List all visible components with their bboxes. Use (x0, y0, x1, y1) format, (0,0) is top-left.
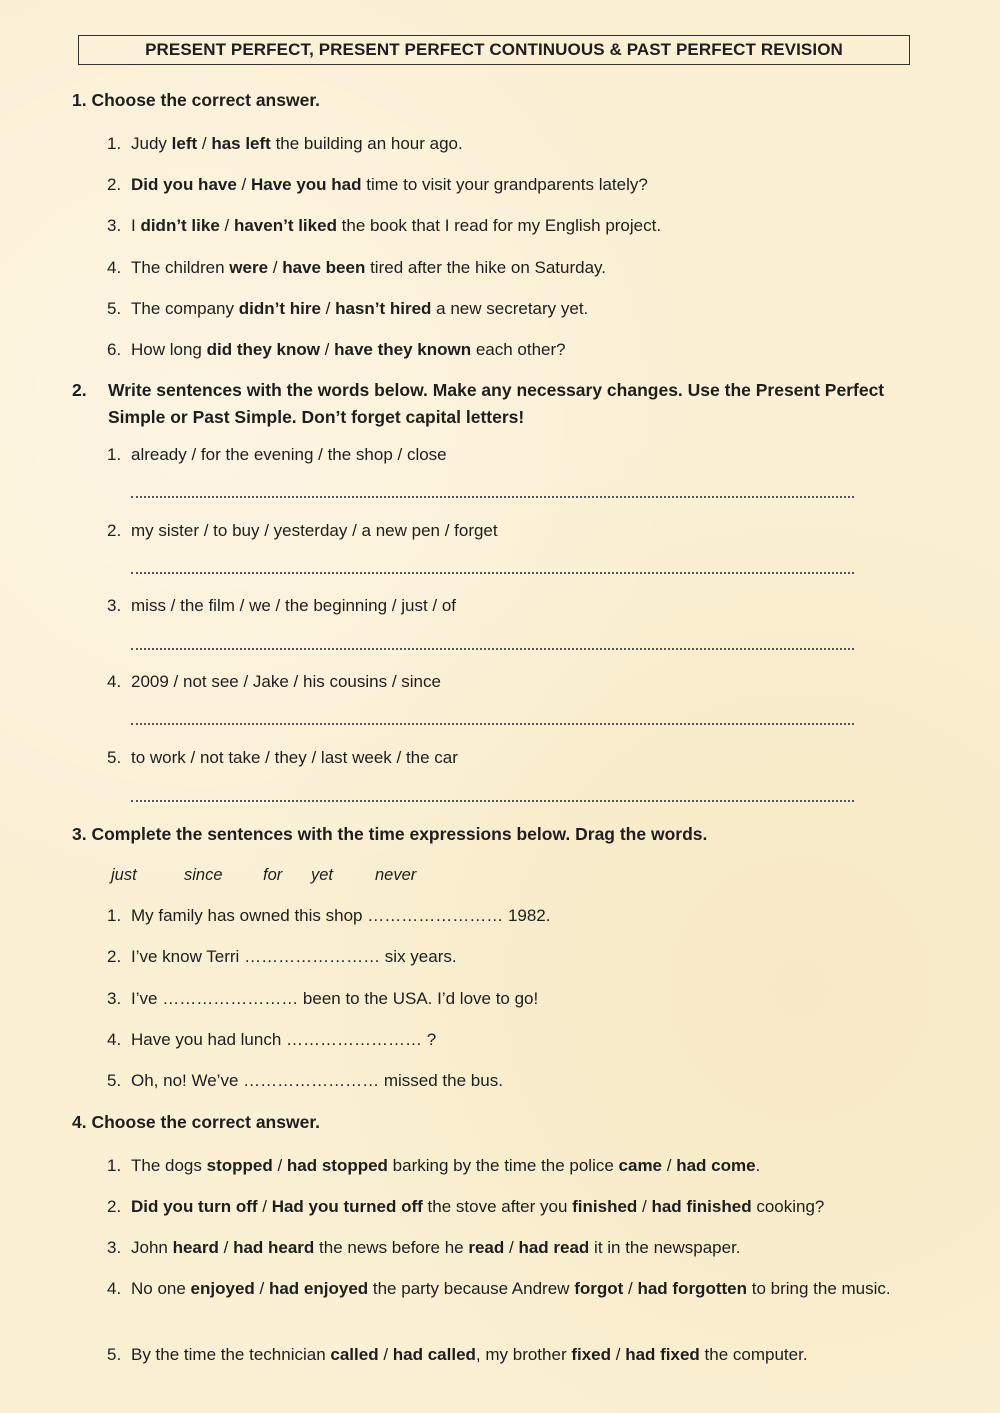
section-4-number: 4. (72, 1112, 87, 1132)
item-number: 5. (107, 748, 122, 767)
option-a[interactable]: Did you have (131, 175, 237, 194)
s1-item-4: 4. The children were / have been tired after the hike on Saturday. (107, 256, 907, 280)
word-prompt: already / for the evening / the shop / close (131, 445, 447, 464)
item-number: 3. (107, 216, 122, 235)
s2-item-5 (107, 746, 907, 770)
option-a[interactable]: enjoyed (190, 1279, 255, 1298)
section-1-text: Choose the correct answer. (91, 90, 321, 110)
option-d[interactable]: had fixed (625, 1345, 700, 1364)
item-number: 1. (107, 134, 122, 153)
s1-item-2: 2. Did you have / Have you had time to visit your grandparents lately? (107, 173, 907, 197)
s3-item-5: 5. Oh, no! We’ve …………………… missed the bus. (107, 1069, 907, 1093)
s4-item-4: 4. No one enjoyed / had enjoyed the party because Andrew forgot / had forgotten to bring the music. (107, 1277, 907, 1301)
section-2-number: 2. (72, 380, 87, 400)
answer-line-2[interactable] (131, 570, 854, 574)
item-number: 5. (107, 1071, 122, 1090)
option-d[interactable]: had finished (651, 1197, 752, 1216)
s2-item-2 (107, 519, 907, 543)
item-number: 3. (107, 596, 122, 615)
option-a[interactable]: Did you turn off (131, 1197, 258, 1216)
option-a[interactable]: called (330, 1345, 379, 1364)
s4-item-3: 3. John heard / had heard the news before he read / had read it in the newspaper. (107, 1236, 907, 1260)
worksheet-title: PRESENT PERFECT, PRESENT PERFECT CONTINUOUS & PAST PERFECT REVISION (78, 35, 910, 65)
option-b[interactable]: Had you turned off (271, 1197, 423, 1216)
option-b[interactable]: has left (211, 134, 271, 153)
drop-blank[interactable]: …………………… (244, 947, 381, 966)
s2-item-3 (107, 594, 907, 618)
item-number: 4. (107, 1030, 122, 1049)
s4-item-2: 2. Did you turn off / Had you turned off the stove after you finished / had finished cooking? (107, 1195, 907, 1219)
option-c[interactable]: fixed (571, 1345, 612, 1364)
option-a[interactable]: didn’t hire (238, 299, 321, 318)
word-never[interactable]: never (375, 866, 417, 884)
option-a[interactable]: did they know (206, 340, 320, 359)
s3-item-1: 1. My family has owned this shop …………………… 1982. (107, 904, 907, 928)
s3-item-4: 4. Have you had lunch …………………… ? (107, 1028, 907, 1052)
option-b[interactable]: had enjoyed (268, 1279, 369, 1298)
s3-item-2: 2. I’ve know Terri …………………… six years. (107, 945, 907, 969)
s2-item-1 (107, 443, 907, 467)
drop-blank[interactable]: …………………… (243, 1071, 380, 1090)
item-number: 4. (107, 672, 122, 691)
option-a[interactable]: stopped (206, 1156, 273, 1175)
answer-line-4[interactable] (131, 721, 854, 725)
section-3-heading (72, 824, 707, 845)
answer-line-3[interactable] (131, 646, 854, 650)
item-number: 4. (107, 258, 122, 277)
option-b[interactable]: had heard (233, 1238, 315, 1257)
option-d[interactable]: had forgotten (637, 1279, 747, 1298)
s1-item-1: 1. Judy left / has left the building an hour ago. (107, 132, 907, 156)
option-a[interactable]: heard (172, 1238, 219, 1257)
item-number: 1. (107, 445, 122, 464)
option-c[interactable]: forgot (574, 1279, 624, 1298)
word-prompt: to work / not take / they / last week / the car (131, 748, 458, 767)
option-d[interactable]: had come (676, 1156, 756, 1175)
section-1-heading (72, 90, 320, 111)
word-for[interactable]: for (263, 866, 283, 884)
item-number: 5. (107, 1345, 122, 1364)
option-b[interactable]: had called (392, 1345, 476, 1364)
item-number: 3. (107, 1238, 122, 1257)
answer-line-1[interactable] (131, 494, 854, 498)
section-1-number: 1. (72, 90, 87, 110)
drop-blank[interactable]: …………………… (286, 1030, 422, 1049)
item-number: 6. (107, 340, 122, 359)
item-number: 2. (107, 947, 122, 966)
section-2-heading (72, 377, 917, 431)
word-since[interactable]: since (184, 866, 223, 884)
word-prompt: my sister / to buy / yesterday / a new pen / forget (131, 521, 498, 540)
item-number: 2. (107, 521, 122, 540)
item-number: 1. (107, 1156, 122, 1175)
item-number: 4. (107, 1279, 122, 1298)
option-a[interactable]: didn’t like (140, 216, 220, 235)
drop-blank[interactable]: …………………… (367, 906, 504, 925)
option-c[interactable]: came (618, 1156, 663, 1175)
word-yet[interactable]: yet (311, 866, 334, 884)
option-d[interactable]: had read (518, 1238, 590, 1257)
s1-item-5: 5. The company didn’t hire / hasn’t hired a new secretary yet. (107, 297, 907, 321)
option-b[interactable]: haven’t liked (233, 216, 337, 235)
option-b[interactable]: had stopped (286, 1156, 388, 1175)
s1-item-6: 6. How long did they know / have they known each other? (107, 338, 907, 362)
section-3-text: Complete the sentences with the time expressions below. Drag the words. (91, 824, 708, 844)
section-4-heading (72, 1112, 320, 1133)
option-b[interactable]: hasn’t hired (335, 299, 432, 318)
option-c[interactable]: finished (572, 1197, 638, 1216)
option-b[interactable]: Have you had (250, 175, 362, 194)
option-c[interactable]: read (468, 1238, 505, 1257)
s4-item-5: 5. By the time the technician called / had called, my brother fixed / had fixed the computer. (107, 1343, 907, 1367)
word-prompt: 2009 / not see / Jake / his cousins / since (131, 672, 441, 691)
option-b[interactable]: have they known (334, 340, 472, 359)
section-3-number: 3. (72, 824, 87, 844)
s3-item-3: 3. I’ve …………………… been to the USA. I’d love to go! (107, 987, 907, 1011)
option-b[interactable]: have been (282, 258, 366, 277)
item-number: 1. (107, 906, 122, 925)
section-4-text: Choose the correct answer. (91, 1112, 321, 1132)
section-2-text: Write sentences with the words below. Make any necessary changes. Use the Present Perfect Simple or Past Simple. Don’t forget capital letters! (108, 380, 885, 427)
word-prompt: miss / the film / we / the beginning / just / of (131, 596, 457, 615)
s1-item-3: 3. I didn’t like / haven’t liked the book that I read for my English project. (107, 214, 907, 238)
answer-line-5[interactable] (131, 798, 854, 802)
item-number: 2. (107, 1197, 122, 1216)
option-a[interactable]: were (229, 258, 269, 277)
option-a[interactable]: left (171, 134, 198, 153)
s4-item-1: 1. The dogs stopped / had stopped barking by the time the police came / had come. (107, 1154, 907, 1178)
s2-item-4 (107, 670, 907, 694)
word-just[interactable]: just (111, 866, 137, 884)
item-number: 5. (107, 299, 122, 318)
drop-blank[interactable]: …………………… (162, 989, 299, 1008)
item-number: 3. (107, 989, 122, 1008)
item-number: 2. (107, 175, 122, 194)
